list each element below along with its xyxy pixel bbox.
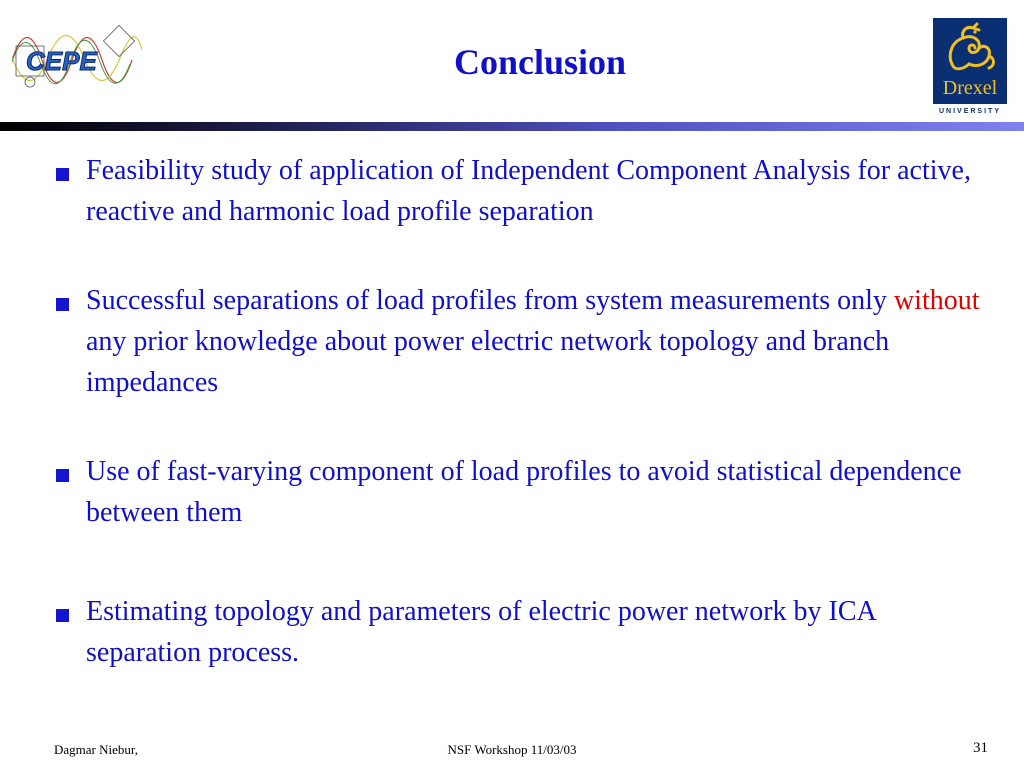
bullet-square-icon bbox=[56, 298, 69, 311]
page-number: 31 bbox=[973, 740, 988, 756]
bullet-square-icon bbox=[56, 609, 69, 622]
bullet-text-end: any prior knowledge about power electric network topology and branch impedances bbox=[86, 326, 890, 398]
footer-event: NSF Workshop 11/03/03 bbox=[447, 742, 577, 757]
svg-text:CEPE: CEPE bbox=[26, 46, 97, 76]
bullet-text-start: Successful separations of load profiles from system measurements only bbox=[86, 285, 894, 316]
bullet-text: Use of fast-varying component of load profiles to avoid statistical dependence between them bbox=[86, 456, 962, 528]
bullet-text: Estimating topology and parameters of electric power network by ICA separation process. bbox=[86, 596, 876, 668]
university-label: UNIVERSITY bbox=[938, 108, 1001, 115]
slide-title: Conclusion bbox=[453, 42, 627, 82]
bullet-square-icon bbox=[56, 168, 69, 181]
header-divider bbox=[0, 122, 1024, 131]
footer-author: Dagmar Niebur, bbox=[54, 742, 138, 757]
bullet-square-icon bbox=[56, 469, 69, 482]
bullet-text: Feasibility study of application of Independent Component Analysis for active, reactive and harmonic load profile separation bbox=[86, 155, 971, 227]
drexel-dragon-icon bbox=[933, 18, 1007, 86]
drexel-logo bbox=[933, 18, 1007, 115]
bullet-text bbox=[86, 280, 991, 403]
emphasis-word: without bbox=[893, 285, 980, 316]
drexel-wordmark: Drexel bbox=[942, 77, 998, 99]
